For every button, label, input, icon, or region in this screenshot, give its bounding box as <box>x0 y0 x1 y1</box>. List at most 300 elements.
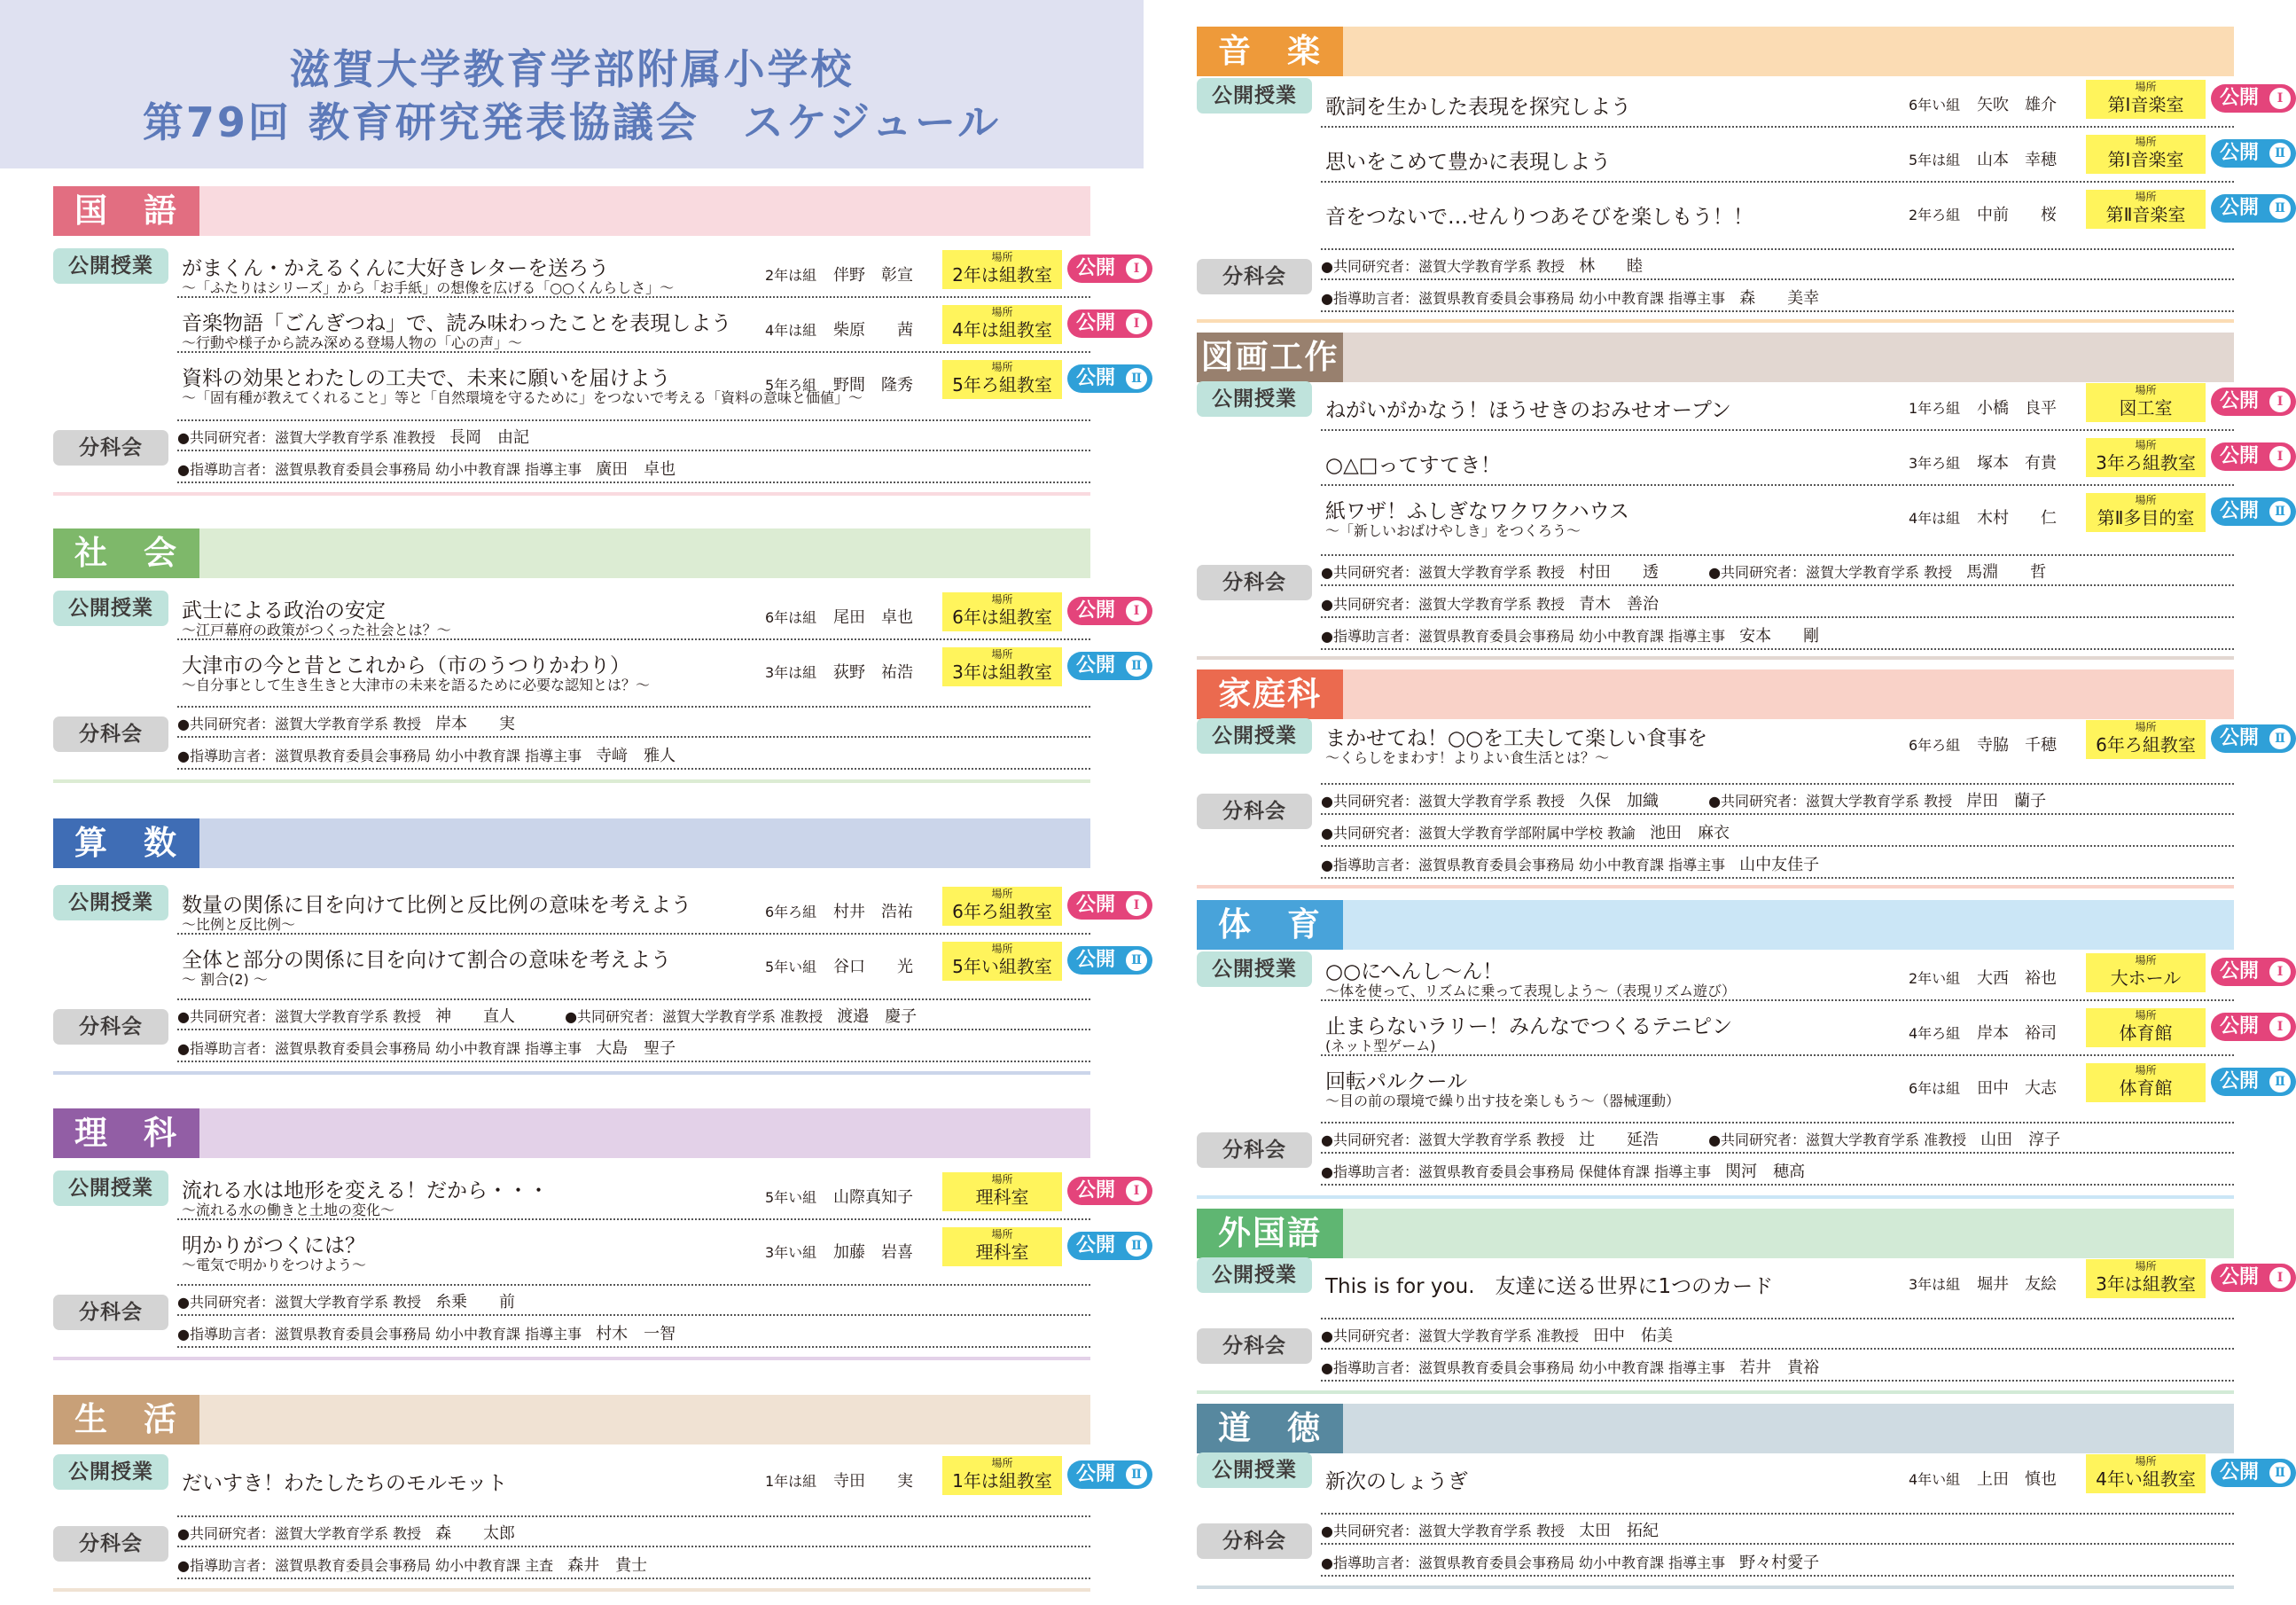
lesson-class: 3年は組 <box>765 664 817 681</box>
subject-name: 道 徳 <box>1197 1404 1343 1453</box>
lesson-row <box>1321 954 2284 1010</box>
lesson-title: This is for you. 友達に送る世界に1つのカード <box>1325 1275 1774 1298</box>
bunka-divider <box>177 450 1090 451</box>
staff-role: ●共同研究者：滋賀大学教育学系 教授 <box>1321 1523 1566 1539</box>
lesson-title: 数量の関係に目を向けて比例と反比例の意味を考えよう <box>182 894 691 917</box>
lesson-row <box>177 1457 1142 1513</box>
open-session-badge <box>2211 1264 2296 1292</box>
open-lesson-tag: 公開授業 <box>1197 951 1312 987</box>
lesson-title: 思いをこめて豊かに表現しよう <box>1325 151 1611 174</box>
lesson-class: 6年は組 <box>765 609 817 626</box>
session-number: Ⅱ <box>1126 1464 1147 1485</box>
lesson-divider <box>177 933 1090 935</box>
open-lesson-tag: 公開授業 <box>53 1454 168 1490</box>
room-caption: 場所 <box>2135 1064 2157 1077</box>
lesson-row <box>177 593 1140 649</box>
staff-role: ●共同研究者：滋賀大学教育学系 准教授 <box>177 429 436 446</box>
open-lesson-tag: 公開授業 <box>1197 718 1312 754</box>
room-caption: 場所 <box>2135 1455 2157 1468</box>
staff-role: ●共同研究者：滋賀大学教育学系 准教授 <box>1708 1131 1967 1148</box>
lesson-subtitle: ～流れる水の働きと土地の変化～ <box>182 1202 395 1218</box>
subject-header-band <box>1197 1209 2234 1258</box>
session-number: Ⅰ <box>1126 895 1147 916</box>
open-label: 公開 <box>2220 197 2260 219</box>
bunka-divider <box>177 1346 1090 1348</box>
bunka-line <box>1321 591 2234 615</box>
lesson-class: 3年は組 <box>1909 1276 1961 1293</box>
lesson-row <box>177 648 1142 704</box>
staff-name: 青木 善治 <box>1579 595 1660 614</box>
lesson-class: 6年は組 <box>1909 1080 1961 1097</box>
room-name: 第Ⅰ音楽室 <box>2107 149 2184 170</box>
bunka-line <box>177 425 1090 448</box>
bunka-divider <box>177 1546 1090 1547</box>
lesson-teacher: 谷口 光 <box>833 958 913 976</box>
subject-section <box>1197 1404 2285 1591</box>
room-name: 6年は組教室 <box>952 607 1052 628</box>
room-caption: 場所 <box>991 1173 1013 1186</box>
lesson-title: 回転パルクール <box>1325 1070 1468 1093</box>
lesson-subtitle: ～「ふたりはシリーズ」から「お手紙」の想像を広げる「○○くんらしさ」～ <box>182 279 675 296</box>
subject-name: 理 科 <box>53 1108 199 1158</box>
room-caption: 場所 <box>991 593 1013 606</box>
section-end-line <box>1197 319 2234 323</box>
staff-name: 若井 貴裕 <box>1739 1358 1820 1377</box>
staff-name: 長岡 由記 <box>449 428 530 447</box>
room-caption: 場所 <box>2135 384 2157 396</box>
bunka-divider <box>1321 845 2234 847</box>
lesson-room-box <box>2086 1259 2206 1298</box>
lesson-class: 4年は組 <box>1909 510 1961 527</box>
open-session-badge <box>2211 442 2296 471</box>
staff-name: 太田 拓紀 <box>1579 1522 1660 1540</box>
staff-name: 森井 貴士 <box>567 1556 648 1575</box>
subject-header-band <box>1197 27 2234 76</box>
subject-section <box>1197 669 2285 890</box>
room-caption: 場所 <box>991 943 1013 955</box>
room-caption: 場所 <box>991 888 1013 900</box>
open-label: 公開 <box>1076 312 1116 334</box>
session-number: Ⅰ <box>2269 88 2291 109</box>
section-end-line <box>1197 1195 2234 1199</box>
bunka-line <box>1321 820 2234 843</box>
room-name: 図工室 <box>2119 397 2173 419</box>
room-name: 第Ⅱ音楽室 <box>2105 204 2186 225</box>
section-end-line <box>53 1071 1090 1075</box>
staff-role: ●指導助言者：滋賀県教育委員会事務局 幼小中教育課 主査 <box>177 1557 554 1574</box>
bunka-tag: 分科会 <box>1197 565 1312 600</box>
lesson-class: 2年ろ組 <box>1909 207 1961 223</box>
lesson-row <box>1321 494 2285 550</box>
page-title: 滋賀大学教育学部附属小学校 <box>289 45 855 93</box>
session-number: Ⅱ <box>2269 728 2291 749</box>
lesson-divider <box>1321 1318 2234 1319</box>
session-number: Ⅰ <box>2269 1016 2291 1037</box>
lesson-subtitle: ～体を使って、リズムに乗って表現しよう～（表現リズム遊び） <box>1325 983 1737 999</box>
section-end-line <box>53 1357 1090 1360</box>
lesson-title: がまくん・かえるくんに大好きレターを送ろう <box>182 257 610 280</box>
lesson-row <box>177 251 1140 307</box>
open-session-badge <box>2211 139 2296 168</box>
staff-role: ●共同研究者：滋賀大学教育学系 教授 <box>1321 793 1566 810</box>
lesson-divider <box>1321 484 2234 486</box>
room-caption: 場所 <box>2135 1009 2157 1022</box>
subject-name: 国 語 <box>53 186 199 236</box>
lesson-row <box>1321 1009 2284 1065</box>
lesson-teacher: 塚本 有貴 <box>1977 454 2057 473</box>
staff-name: 池田 麻衣 <box>1650 824 1730 842</box>
staff-name: 山田 淳子 <box>1980 1131 2061 1149</box>
lesson-teacher: 田中 大志 <box>1977 1079 2057 1098</box>
lesson-row <box>1321 136 2285 192</box>
open-lesson-tag: 公開授業 <box>53 248 168 284</box>
staff-name: 安本 剛 <box>1739 627 1820 646</box>
room-name: 第Ⅰ音楽室 <box>2107 94 2184 115</box>
bunka-line <box>177 743 1090 766</box>
lesson-divider <box>1321 1122 2234 1124</box>
open-label: 公開 <box>1076 599 1116 622</box>
subject-section <box>53 1108 1142 1362</box>
lesson-class: 6年ろ組 <box>1909 737 1961 754</box>
bunka-line <box>1321 254 2234 277</box>
open-session-badge <box>2211 1013 2296 1041</box>
open-lesson-tag: 公開授業 <box>53 1170 168 1206</box>
bunka-line <box>1321 788 2234 811</box>
lesson-class: 5年ろ組 <box>765 377 817 394</box>
lesson-title: 音をつないで…せんりつあそびを楽しもう！！ <box>1325 206 1753 229</box>
bunka-tag: 分科会 <box>53 1526 168 1562</box>
subject-name: 図画工作 <box>1197 333 1343 382</box>
subject-name: 家庭科 <box>1197 669 1343 719</box>
room-name: 5年い組教室 <box>952 956 1052 977</box>
staff-role: ●指導助言者：滋賀県教育委員会事務局 幼小中教育課 指導主事 <box>177 1040 582 1057</box>
lesson-row <box>1321 439 2284 495</box>
lesson-teacher: 矢吹 雄介 <box>1977 96 2057 114</box>
session-number: Ⅰ <box>2269 961 2291 983</box>
room-name: 3年ろ組教室 <box>2096 452 2196 474</box>
open-session-badge <box>2211 1068 2296 1096</box>
room-caption: 場所 <box>2135 81 2157 93</box>
open-session-badge <box>2211 724 2296 753</box>
session-number: Ⅰ <box>1126 258 1147 279</box>
subject-name: 体 育 <box>1197 900 1343 950</box>
lesson-row <box>1321 81 2284 137</box>
staff-role: ●指導助言者：滋賀県教育委員会事務局 幼小中教育課 指導主事 <box>1321 1554 1726 1571</box>
subject-section <box>1197 1209 2284 1396</box>
page-subtitle: 第79回 教育研究発表協議会 スケジュール <box>142 98 1002 146</box>
room-name: 理科室 <box>975 1241 1029 1263</box>
open-session-badge <box>1067 946 1152 975</box>
session-number: Ⅱ <box>2269 501 2291 522</box>
lesson-divider <box>1321 783 2234 785</box>
bunka-line <box>177 1036 1090 1059</box>
subject-header-band <box>1197 900 2234 950</box>
open-label: 公開 <box>1076 367 1116 389</box>
room-name: 4年は組教室 <box>952 319 1052 341</box>
lesson-room-box <box>2086 493 2206 532</box>
lesson-class: 4年は組 <box>765 322 817 339</box>
lesson-teacher: 岸本 裕司 <box>1977 1024 2057 1043</box>
lesson-room-box <box>942 305 1062 344</box>
lesson-divider <box>177 1284 1090 1286</box>
room-caption: 場所 <box>991 1457 1013 1469</box>
lesson-class: 2年い組 <box>1909 970 1961 987</box>
room-name: 第Ⅱ多目的室 <box>2097 507 2195 528</box>
bunka-divider <box>177 1029 1090 1030</box>
subject-header-band <box>1197 1404 2234 1453</box>
room-name: 体育館 <box>2119 1022 2173 1044</box>
room-caption: 場所 <box>991 361 1013 373</box>
lesson-title: ねがいがかなう！ほうせきのおみせオープン <box>1325 399 1731 422</box>
room-caption: 場所 <box>991 306 1013 318</box>
room-name: 4年い組教室 <box>2096 1468 2196 1490</box>
section-end-line <box>1197 885 2234 889</box>
lesson-room-box <box>2086 80 2206 119</box>
lesson-teacher: 柴原 茜 <box>833 321 913 340</box>
lesson-row <box>1321 384 2284 440</box>
bunka-line <box>1321 1159 2234 1182</box>
bunka-divider <box>1321 1184 2234 1186</box>
section-end-line <box>53 492 1090 496</box>
section-end-line <box>1197 1390 2234 1394</box>
section-end-line <box>53 779 1090 783</box>
lesson-title: 音楽物語「ごんぎつね」で、読み味わったことを表現しよう <box>182 312 732 335</box>
section-end-line <box>1197 1585 2234 1589</box>
bunka-divider <box>177 1061 1090 1062</box>
room-caption: 場所 <box>2135 439 2157 451</box>
open-lesson-tag: 公開授業 <box>53 591 168 626</box>
lesson-teacher: 山本 幸穂 <box>1977 151 2057 169</box>
lesson-class: 5年い組 <box>765 959 817 975</box>
lesson-title: ○△□ってすてき！ <box>1325 454 1502 477</box>
room-name: 6年ろ組教室 <box>2096 734 2196 756</box>
section-end-line <box>1197 656 2234 660</box>
open-label: 公開 <box>2220 727 2260 749</box>
bunka-divider <box>1321 584 2234 586</box>
session-number: Ⅰ <box>1126 600 1147 622</box>
lesson-title: ○○にへんし～ん！ <box>1325 960 1503 983</box>
subject-section <box>1197 900 2285 1201</box>
lesson-subtitle: (ネット型ゲーム) <box>1325 1037 1436 1054</box>
open-session-badge <box>1067 597 1152 625</box>
lesson-title: 歌詞を生かした表現を探究しよう <box>1325 96 1631 119</box>
bunka-line <box>177 457 1090 480</box>
room-caption: 場所 <box>2135 954 2157 967</box>
lesson-divider <box>177 296 1090 298</box>
bunka-divider <box>1321 1575 2234 1577</box>
lesson-teacher: 小橋 良平 <box>1977 399 2057 418</box>
staff-name: 岸本 実 <box>435 715 516 733</box>
open-label: 公開 <box>2220 1015 2260 1037</box>
lesson-title: 資料の効果とわたしの工夫で、未来に願いを届けよう <box>182 367 671 390</box>
open-session-badge <box>2211 497 2296 526</box>
lesson-subtitle: ～比例と反比例～ <box>182 916 296 933</box>
staff-name: 田中 佑美 <box>1593 1327 1674 1345</box>
open-label: 公開 <box>1076 1463 1116 1485</box>
lesson-teacher: 中前 桜 <box>1977 206 2057 224</box>
lesson-subtitle: ～「固有種が教えてくれること」等と「自然環境を守るために」をつないで考える「資料の意味と価値」～ <box>182 389 863 406</box>
lesson-room-box <box>942 1227 1062 1266</box>
staff-name: 寺﨑 雅人 <box>596 747 676 765</box>
staff-name: 村田 透 <box>1579 563 1660 582</box>
staff-role: ●共同研究者：滋賀大学教育学系 教授 <box>1708 793 1953 810</box>
subject-header-band <box>53 186 1090 236</box>
room-caption: 場所 <box>991 251 1013 263</box>
room-name: 6年ろ組教室 <box>952 901 1052 922</box>
staff-role: ●指導助言者：滋賀県教育委員会事務局 幼小中教育課 指導主事 <box>1321 290 1726 307</box>
subject-name: 算 数 <box>53 818 199 868</box>
lesson-row <box>177 1228 1142 1284</box>
open-label: 公開 <box>1076 654 1116 677</box>
lesson-divider <box>1321 999 2234 1001</box>
session-number: Ⅱ <box>1126 950 1147 971</box>
lesson-class: 6年ろ組 <box>765 904 817 920</box>
lesson-teacher: 山際真知子 <box>833 1188 913 1207</box>
open-label: 公開 <box>2220 390 2260 412</box>
room-name: 体育館 <box>2119 1077 2173 1099</box>
room-name: 大ホール <box>2110 967 2182 989</box>
lesson-row <box>177 306 1140 362</box>
subject-section <box>53 528 1142 785</box>
room-name: 5年ろ組教室 <box>952 374 1052 395</box>
open-label: 公開 <box>2220 500 2260 522</box>
subject-section <box>1197 333 2285 662</box>
open-session-badge <box>2211 84 2296 113</box>
section-end-line <box>53 1588 1090 1592</box>
lesson-teacher: 上田 慎也 <box>1977 1470 2057 1489</box>
bunka-line <box>1321 852 2234 875</box>
lesson-subtitle: ～行動や様子から読み深める登場人物の「心の声」～ <box>182 334 523 351</box>
staff-role: ●指導助言者：滋賀県教育委員会事務局 幼小中教育課 指導主事 <box>177 461 582 478</box>
lesson-divider <box>1321 248 2234 250</box>
lesson-title: 流れる水は地形を変える！だから・・・ <box>182 1179 549 1202</box>
lesson-subtitle: ～ 割合(2) ～ <box>182 971 268 988</box>
staff-name: 森 美幸 <box>1739 289 1820 308</box>
bunka-divider <box>1321 278 2234 280</box>
lesson-class: 1年は組 <box>765 1473 817 1490</box>
open-label: 公開 <box>2220 1266 2260 1288</box>
lesson-room-box <box>942 942 1062 981</box>
open-lesson-tag: 公開授業 <box>1197 78 1312 114</box>
lesson-divider <box>1321 429 2234 431</box>
session-number: Ⅰ <box>1126 1180 1147 1202</box>
lesson-room-box <box>2086 1063 2206 1102</box>
staff-role: ●共同研究者：滋賀大学教育学系 教授 <box>177 716 422 732</box>
session-number: Ⅱ <box>1126 1235 1147 1257</box>
session-number: Ⅰ <box>2269 391 2291 412</box>
lesson-subtitle: ～「新しいおばけやしき」をつくろう～ <box>1325 522 1581 539</box>
staff-name: 渡邉 慶子 <box>837 1007 918 1026</box>
bunka-line <box>1321 560 2234 583</box>
lesson-divider <box>177 1218 1090 1220</box>
lesson-row <box>1321 1455 2285 1511</box>
room-caption: 場所 <box>2135 191 2157 203</box>
lesson-teacher: 寺田 実 <box>833 1472 913 1491</box>
bunka-line <box>1321 286 2234 309</box>
lesson-teacher: 木村 仁 <box>1977 509 2057 528</box>
lesson-teacher: 荻野 祐浩 <box>833 663 913 682</box>
lesson-row <box>1321 1260 2284 1316</box>
staff-role: ●共同研究者：滋賀大学教育学系 教授 <box>1321 1131 1566 1148</box>
staff-name: 山中友佳子 <box>1739 856 1820 874</box>
open-session-badge <box>2211 194 2296 223</box>
staff-name: 糸乗 前 <box>435 1293 516 1311</box>
staff-name: 馬淵 哲 <box>1966 563 2047 582</box>
open-session-badge <box>1067 364 1152 393</box>
lesson-class: 4年い組 <box>1909 1471 1961 1488</box>
bunka-tag: 分科会 <box>1197 259 1312 294</box>
session-number: Ⅱ <box>1126 655 1147 677</box>
lesson-teacher: 伴野 彰宣 <box>833 266 913 285</box>
lesson-title: まかせてね！○○を工夫して楽しい食事を <box>1325 727 1708 750</box>
open-session-badge <box>1067 652 1152 680</box>
staff-role: ●共同研究者：滋賀大学教育学系 教授 <box>1321 258 1566 275</box>
lesson-row <box>177 361 1142 417</box>
staff-name: 林 睦 <box>1579 257 1644 276</box>
subject-header-band <box>53 1108 1090 1158</box>
staff-role: ●共同研究者：滋賀大学教育学系 教授 <box>177 1294 422 1311</box>
bunka-divider <box>1321 310 2234 312</box>
lesson-row <box>1321 1064 2285 1120</box>
lesson-title: だいすき！わたしたちのモルモット <box>182 1472 508 1495</box>
session-number: Ⅱ <box>2269 198 2291 219</box>
open-label: 公開 <box>1076 257 1116 279</box>
lesson-divider <box>1321 126 2234 128</box>
staff-name: 大島 聖子 <box>596 1039 676 1058</box>
lesson-title: 紙ワザ！ふしぎなワクワクハウス <box>1325 500 1629 523</box>
bunka-divider <box>1321 1348 2234 1350</box>
staff-role: ●共同研究者：滋賀大学教育学系 教授 <box>177 1525 422 1542</box>
bunka-divider <box>1321 813 2234 815</box>
subject-name: 音 楽 <box>1197 27 1343 76</box>
bunka-tag: 分科会 <box>1197 794 1312 829</box>
bunka-line <box>1321 1127 2234 1150</box>
bunka-divider <box>1321 1152 2234 1154</box>
staff-role: ●共同研究者：滋賀大学教育学系 准教授 <box>565 1008 824 1025</box>
lesson-room-box <box>942 887 1062 926</box>
bunka-line <box>1321 1550 2234 1573</box>
lesson-room-box <box>2086 383 2206 422</box>
staff-role: ●指導助言者：滋賀県教育委員会事務局 保健体育課 指導主事 <box>1321 1163 1712 1180</box>
lesson-room-box <box>942 647 1062 686</box>
lesson-subtitle: ～目の前の環境で繰り出す技を楽しもう～（器械運動） <box>1325 1092 1681 1109</box>
subject-section <box>53 186 1142 497</box>
session-number: Ⅰ <box>2269 446 2291 467</box>
lesson-title: 明かりがつくには？ <box>182 1234 365 1257</box>
bunka-tag: 分科会 <box>1197 1523 1312 1559</box>
lesson-title: 新次のしょうぎ <box>1325 1470 1468 1493</box>
lesson-row <box>1321 721 2285 777</box>
session-number: Ⅰ <box>1126 313 1147 334</box>
session-number: Ⅱ <box>2269 1071 2291 1092</box>
session-number: Ⅰ <box>2269 1267 2291 1288</box>
subject-header-band <box>53 1395 1090 1444</box>
subject-section <box>1197 27 2285 325</box>
open-label: 公開 <box>2220 445 2260 467</box>
lesson-class: 3年ろ組 <box>1909 455 1961 472</box>
lesson-teacher: 尾田 卓也 <box>833 608 913 627</box>
lesson-class: 3年い組 <box>765 1244 817 1261</box>
lesson-room-box <box>2086 438 2206 477</box>
lesson-room-box <box>2086 1008 2206 1047</box>
staff-name: 廣田 卓也 <box>596 460 676 479</box>
subject-section <box>53 818 1142 1077</box>
lesson-room-box <box>942 360 1062 399</box>
bunka-divider <box>1321 616 2234 618</box>
lesson-row <box>1321 191 2285 247</box>
room-caption: 場所 <box>991 1228 1013 1241</box>
open-label: 公開 <box>1076 949 1116 971</box>
